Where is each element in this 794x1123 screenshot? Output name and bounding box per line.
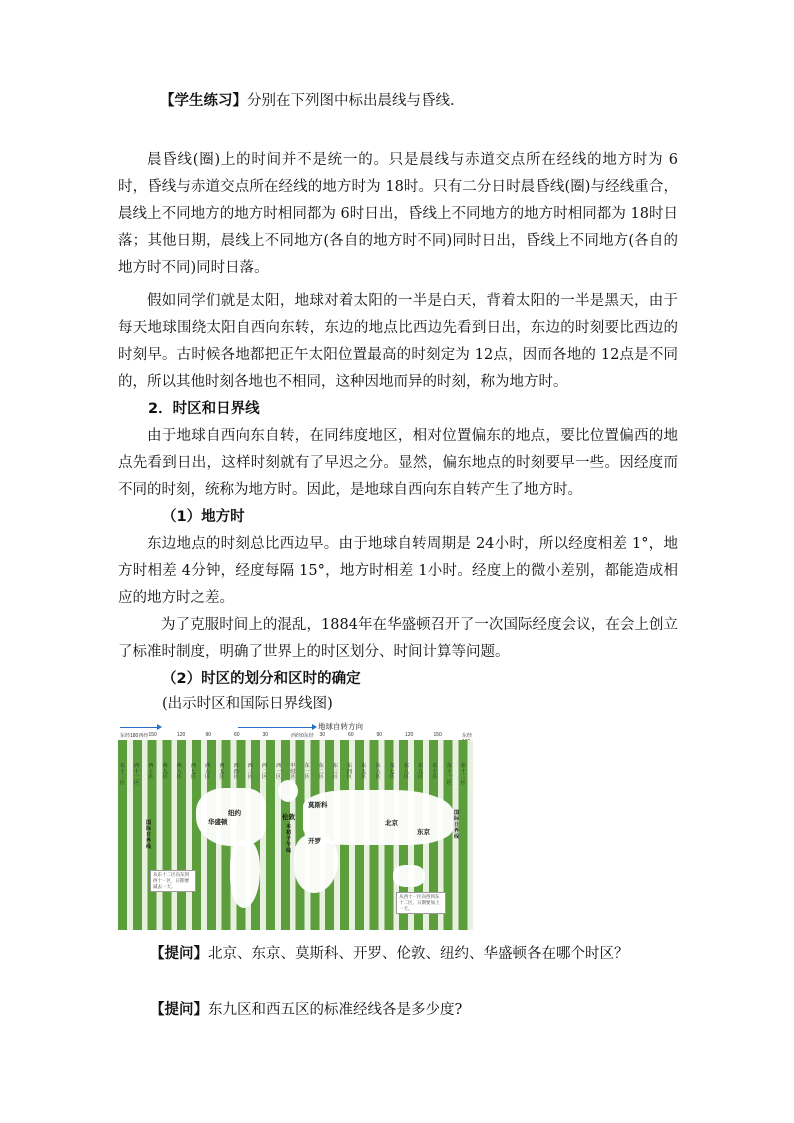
australia-shape bbox=[393, 865, 425, 887]
student-exercise bbox=[160, 88, 720, 115]
zone-label: 西八区 bbox=[176, 763, 182, 781]
zone-label: 东三区 bbox=[332, 763, 338, 781]
zone-label: 东九区 bbox=[418, 763, 424, 781]
zone-label: 西一区 bbox=[276, 763, 282, 781]
zone-label: 东七区 bbox=[389, 763, 395, 781]
north-america-shape bbox=[196, 788, 266, 846]
greenland-shape bbox=[278, 780, 298, 802]
question-text: 东九区和西五区的标准经线各是多少度? bbox=[208, 1002, 463, 1018]
zone-label: 东一区 bbox=[304, 763, 310, 781]
figure-note: (出示时区和国际日界线图) bbox=[162, 696, 333, 712]
longitude-label: 120 bbox=[177, 732, 186, 738]
city-london: 伦敦 bbox=[282, 814, 295, 821]
zone-label: 西六区 bbox=[205, 763, 211, 781]
south-america-shape bbox=[230, 840, 260, 908]
heading-zone-division: （2）时区的划分和区时的确定 bbox=[162, 671, 361, 687]
rotation-arrow-icon bbox=[238, 727, 313, 728]
note-left: 从东十二区向东到西十一区，日期要减去一天。 bbox=[150, 870, 196, 892]
question-tag: 【提问】 bbox=[150, 946, 208, 962]
paragraph-standard-time: 为了克服时间上的混乱，1884年在华盛顿召开了一次国际经度会议，在会上创立了标准时制度，明确了世界上的时区划分、时间计算等问题。 bbox=[118, 617, 678, 660]
question-text: 北京、东京、莫斯科、开罗、伦敦、纽约、华盛顿各在哪个时区？ bbox=[208, 946, 629, 962]
zone-label: 东十二区 bbox=[119, 763, 125, 786]
longitude-label: 60 bbox=[234, 732, 240, 738]
paragraph-local-time-intro: 假如同学们就是太阳，地球对着太阳的一半是白天，背着太阳的一半是黑天，由于每天地球围绕太阳自西向东转，东边的地点比西边先看到日出，东边的时刻要比西边的时刻早。古时候各地都把正午太阳位置最高的时刻定为 12点，因而各地的 12点是不同的，所以其他时刻各地也不相同，这种因地而异的时刻，称为地方时。 bbox=[118, 293, 678, 390]
city-tokyo: 东京 bbox=[417, 829, 430, 836]
question-time-zones bbox=[150, 941, 710, 968]
city-new-york: 纽约 bbox=[228, 810, 241, 817]
heading-time-zones-dateline: 2．时区和日界线 bbox=[148, 401, 260, 417]
zone-label: 西三区 bbox=[247, 763, 253, 781]
city-moscow: 莫斯科 bbox=[308, 802, 328, 809]
zone-label: 西十一区 bbox=[134, 763, 140, 786]
longitude-label: 150 bbox=[433, 732, 442, 738]
map-stripes bbox=[118, 740, 473, 930]
longitude-label: 东经180西经 bbox=[120, 733, 149, 739]
dateline-label-left: 国际日界线 bbox=[146, 820, 152, 850]
paragraph-terminator: 晨昏线(圈)上的时间并不是统一的。只是晨线与赤道交点所在经线的地方时为 6时，昏线与赤道交点所在经线的地方时为 18时。只有二分日时晨昏线(圈)与经线重合，晨线上不同地方的地方时相同都为 6时日出，昏线上不同地方的地方时相同都为 18时日落；其他日期，晨线上不同地方(各自的地方时不同)同时日出，昏线上不同地方(各自的地方时不同)同时日落。 bbox=[118, 152, 678, 276]
zone-label: 东十二区 bbox=[460, 763, 466, 786]
dateline-label-right: 国际日界线 bbox=[454, 810, 460, 840]
longitude-label: 60 bbox=[348, 732, 354, 738]
zone-label: 西九区 bbox=[162, 763, 168, 781]
time-zone-map bbox=[118, 718, 473, 930]
zone-label: 中时区 bbox=[290, 763, 296, 781]
exercise-tag: 【学生练习】 bbox=[160, 93, 247, 109]
zone-label: 东四区 bbox=[347, 763, 353, 781]
city-cairo: 开罗 bbox=[308, 838, 321, 845]
heading-local-time: （1）地方时 bbox=[162, 509, 245, 525]
map-caption: 地球自转方向 bbox=[318, 722, 363, 731]
map-header bbox=[118, 718, 473, 740]
zone-label: 东六区 bbox=[375, 763, 381, 781]
paragraph-rotation: 由于地球自西向东自转，在同纬度地区，相对位置偏东的地点，要比位置偏西的地点先看到日出，这样时刻就有了早迟之分。显然，偏东地点的时刻要早一些。因经度而不同的时刻，统称为地方时。因此，是地球自西向东自转产生了地方时。 bbox=[118, 428, 678, 498]
longitude-label: 150 bbox=[148, 732, 157, 738]
paragraph-longitude-difference: 东边地点的时刻总比西边早。由于地球自转周期是 24小时，所以经度相差 1°，地方时相差 4分钟，经度每隔 15°，地方时相差 1小时。经度上的微小差别，都能造成相应的地方时之差。 bbox=[118, 536, 678, 606]
zone-label: 东十一区 bbox=[446, 763, 452, 786]
longitude-label: 东经 bbox=[462, 733, 473, 739]
question-tag: 【提问】 bbox=[150, 1002, 208, 1018]
note-right: 从西十一区向西到东十二区，日期要加上一天。 bbox=[396, 892, 446, 914]
zone-label: 西十区 bbox=[148, 763, 154, 781]
city-washington: 华盛顿 bbox=[208, 819, 228, 826]
meridian-label: 本初子午线 bbox=[286, 824, 292, 854]
longitude-label: 90 bbox=[376, 732, 383, 738]
zone-label: 东五区 bbox=[361, 763, 367, 781]
zone-label: 西四区 bbox=[233, 763, 239, 781]
rotation-arrow-icon bbox=[120, 727, 158, 728]
longitude-label: 30 bbox=[319, 732, 326, 738]
exercise-text: 分别在下列图中标出晨线与昏线. bbox=[247, 93, 455, 109]
zone-label: 东十区 bbox=[432, 763, 438, 781]
zone-label: 西五区 bbox=[219, 763, 225, 781]
question-meridians bbox=[150, 997, 710, 1024]
zone-label: 东二区 bbox=[318, 763, 324, 781]
zone-label: 西二区 bbox=[261, 763, 267, 781]
city-beijing: 北京 bbox=[385, 820, 398, 827]
zone-label: 西七区 bbox=[190, 763, 196, 781]
longitude-label: 西经0东经 bbox=[291, 733, 314, 739]
longitude-label: 30 bbox=[262, 732, 269, 738]
zone-label: 东八区 bbox=[403, 763, 409, 781]
longitude-label: 120 bbox=[405, 732, 414, 738]
longitude-label: 90 bbox=[205, 732, 212, 738]
